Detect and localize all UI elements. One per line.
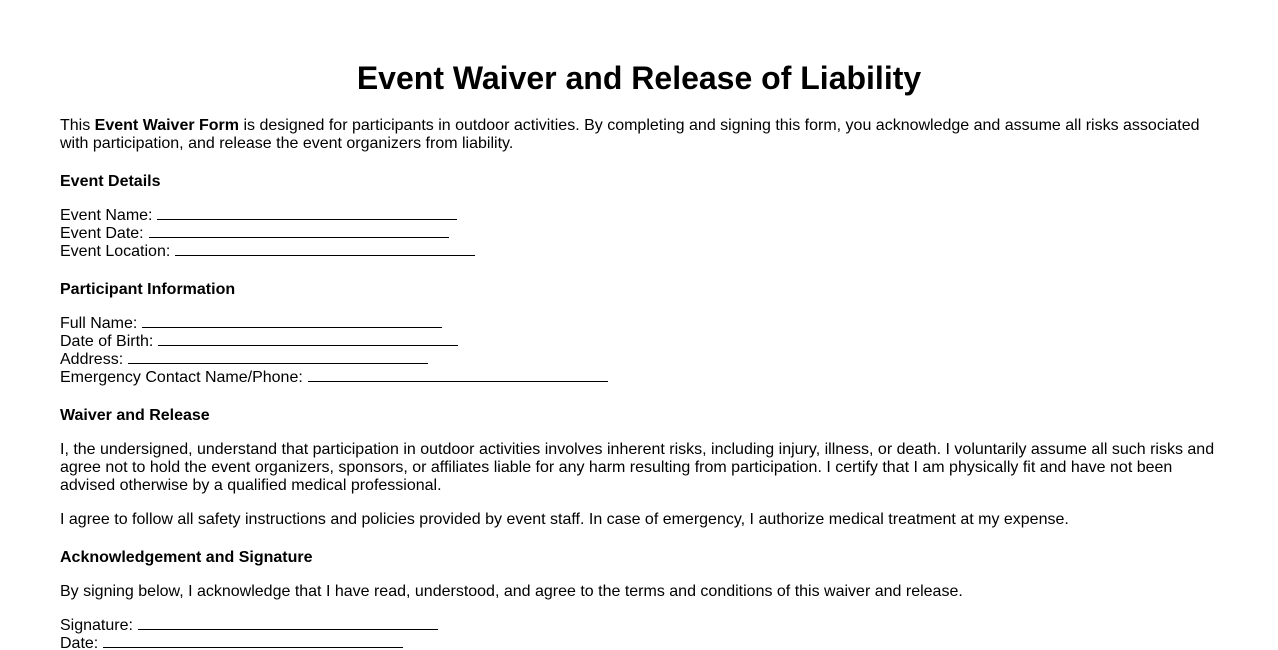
participant-info-heading: Participant Information xyxy=(60,281,236,298)
date-of-birth-field[interactable] xyxy=(158,333,458,346)
signature-fields xyxy=(60,617,1218,650)
intro-suffix: is designed for participants in outdoor activities. By completing and signing this form, you acknowledge and assume all risks associated with participation, and release the event organizers from liability. xyxy=(60,117,1200,152)
signature-label: Signature: xyxy=(60,617,133,634)
address-row xyxy=(60,351,1218,369)
full-name-label: Full Name: xyxy=(60,315,138,332)
waiver-heading: Waiver and Release xyxy=(60,407,210,424)
signature-field[interactable] xyxy=(138,617,438,630)
event-details-heading: Event Details xyxy=(60,173,161,190)
emergency-contact-row xyxy=(60,369,1218,387)
signature-date-row xyxy=(60,635,1218,650)
date-of-birth-label: Date of Birth: xyxy=(60,333,154,350)
signature-date-field[interactable] xyxy=(103,635,403,648)
emergency-contact-label: Emergency Contact Name/Phone: xyxy=(60,369,303,386)
full-name-row xyxy=(60,315,1218,333)
participant-info-fields xyxy=(60,315,1218,387)
acknowledgement-heading: Acknowledgement and Signature xyxy=(60,549,313,566)
event-date-row xyxy=(60,225,1218,243)
event-name-field[interactable] xyxy=(157,207,457,220)
event-location-field[interactable] xyxy=(175,243,475,256)
emergency-contact-field[interactable] xyxy=(308,369,608,382)
intro-paragraph xyxy=(60,117,1218,153)
intro-prefix: This xyxy=(60,117,95,134)
full-name-field[interactable] xyxy=(142,315,442,328)
event-details-fields xyxy=(60,207,1218,261)
address-field[interactable] xyxy=(128,351,428,364)
signature-row xyxy=(60,617,1218,635)
waiver-paragraph-2: I agree to follow all safety instructions and policies provided by event staff. In case of emergency, I authorize medical treatment at my expense. xyxy=(60,511,1069,528)
event-name-label: Event Name: xyxy=(60,207,153,224)
address-label: Address: xyxy=(60,351,124,368)
event-location-row xyxy=(60,243,1218,261)
event-name-row xyxy=(60,207,1218,225)
signature-date-label: Date: xyxy=(60,635,99,650)
event-date-field[interactable] xyxy=(149,225,449,238)
acknowledgement-paragraph: By signing below, I acknowledge that I have read, understood, and agree to the terms and conditions of this waiver and release. xyxy=(60,583,963,600)
page-title: Event Waiver and Release of Liability xyxy=(356,60,922,96)
event-date-label: Event Date: xyxy=(60,225,144,242)
date-of-birth-row xyxy=(60,333,1218,351)
intro-bold-term: Event Waiver Form xyxy=(94,117,240,134)
waiver-paragraph-1: I, the undersigned, understand that participation in outdoor activities involves inherent risks, including injury, illness, or death. I voluntarily assume all such risks and agree not to hold the event organizers, sponsors, or affiliates liable for any harm resulting from participation. I certify that I am physically fit and have not been advised otherwise by a qualified medical professional. xyxy=(60,441,1215,494)
event-location-label: Event Location: xyxy=(60,243,171,260)
